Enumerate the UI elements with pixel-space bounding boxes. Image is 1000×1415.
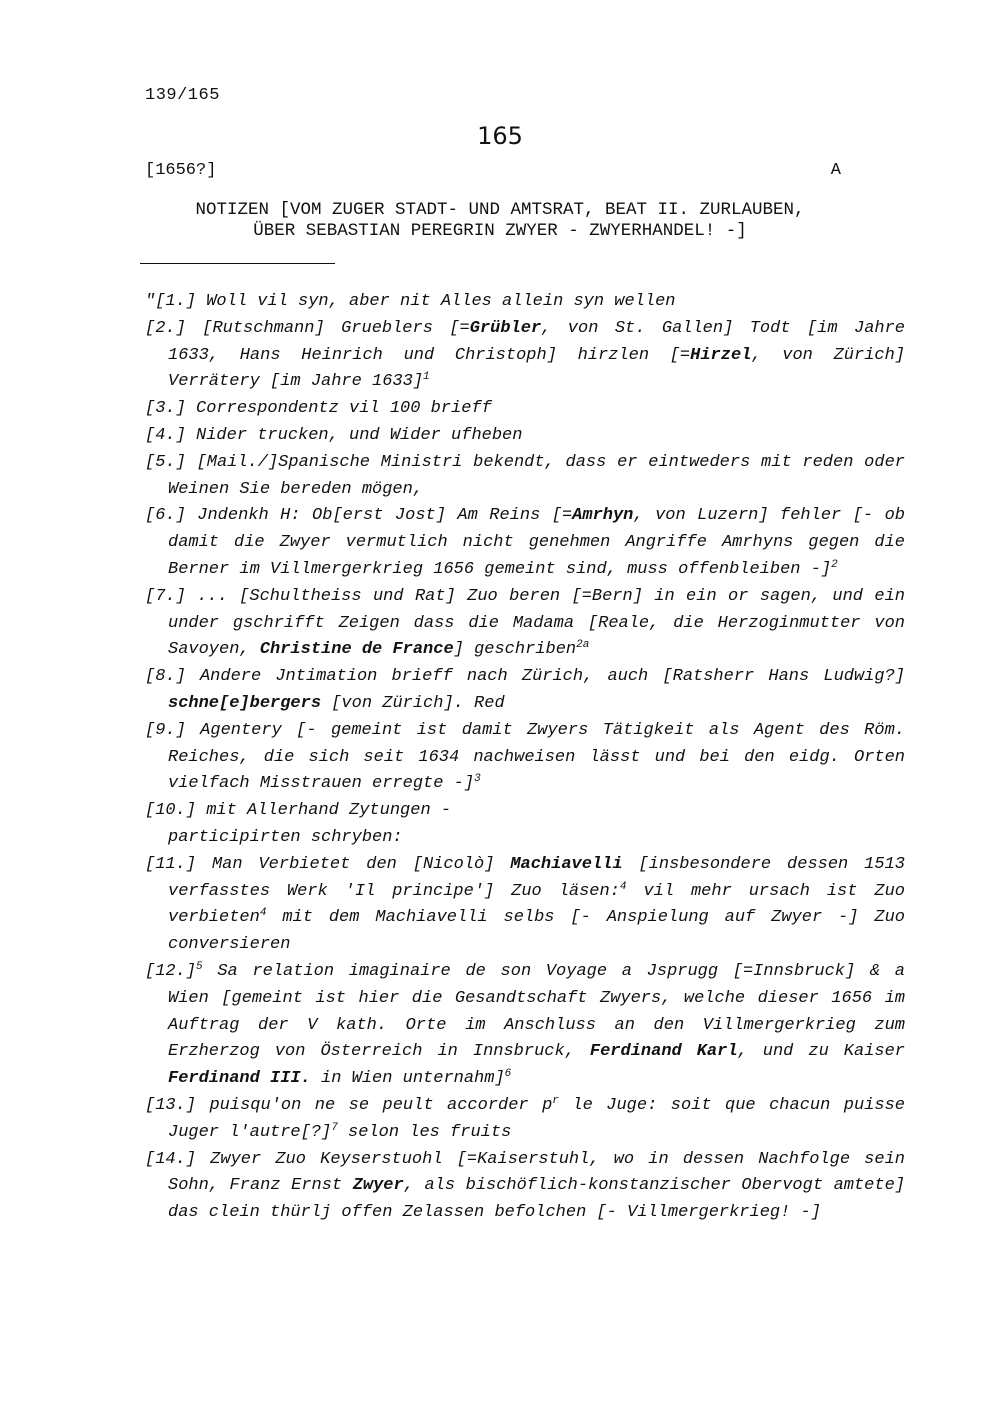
note-entry — [145, 316, 905, 396]
note-text: , von St. Gallen] Todt [im Jahre 1633, Hans Heinrich und Christoph] hirzlen [= — [168, 318, 906, 365]
note-text: mit dem Machiavelli selbs [- Anspielung auf Zwyer -] Zuo conversieren — [168, 908, 905, 955]
notes-list — [145, 289, 905, 1227]
note-text: [insbesondere dessen 1513 verfasstes Werk 'Il principe'] Zuo läsen: — [168, 854, 905, 901]
title-divider — [140, 263, 335, 264]
emphasized-name: Machiavelli — [510, 854, 623, 874]
document-title — [145, 200, 855, 242]
note-text: [12.] — [145, 961, 197, 981]
note-text: selon les fruits — [337, 1122, 512, 1142]
document-date: [1656?] — [145, 161, 217, 180]
emphasized-name: Grübler — [469, 318, 542, 338]
title-line-2: ÜBER SEBASTIAN PEREGRIN ZWYER - ZWYERHANDEL! -] — [253, 221, 747, 241]
footnote-marker: 2a — [576, 639, 590, 652]
note-text: , von Luzern] fehler [- ob damit die Zwyer vermutlich nicht genehmen Angriffe Amrhyns gegen die Berner im Villmergerkrieg 1656 gemeint sind, muss offenbleiben -] — [168, 506, 905, 579]
note-text: [10.] mit Allerhand Zytungen - — [145, 801, 452, 821]
note-text: [von Zürich]. Red — [321, 693, 505, 713]
note-entry — [145, 718, 905, 798]
note-entry — [145, 664, 905, 718]
note-text: [2.] [Rutschmann] Gruebler — [145, 318, 423, 338]
footnote-marker: 1 — [423, 371, 430, 384]
note-text: s [= — [422, 318, 470, 338]
note-text: , und zu Kaiser — [737, 1042, 905, 1062]
footnote-marker: 5 — [196, 960, 203, 973]
note-entry — [145, 959, 905, 1093]
note-text: le Juge: soit que chacun puisse Juger l'autre[?] — [168, 1095, 905, 1142]
footnote-marker: 6 — [504, 1068, 512, 1081]
note-text: [14.] Zwyer Zuo Keyserstuohl [=Kaiserstuhl, wo in dessen Nachfolge sein Sohn, Franz Ernst — [145, 1149, 905, 1196]
note-text: [6.] Jndenkh H: Ob[erst Jost] Am Reins [= — [145, 506, 573, 526]
emphasized-name: Christine de France — [259, 640, 454, 660]
emphasized-name: Amrhyn — [572, 506, 634, 526]
note-text: [7.] ... [Schultheiss und Rat] Zuo beren [=Bern] in ein or sagen, und ein under gschrifft Zeigen dass die Madama [Reale, die Herzoginmutter von Savoyen, — [145, 586, 905, 660]
note-text: [3.] Correspondentz vil 100 brieff — [145, 399, 492, 419]
footnote-marker: 2 — [831, 558, 838, 571]
note-entry — [145, 503, 905, 583]
note-text: [5.] [Mail./]Spanische Ministri bekendt, dass er eintweders mit reden oder Weinen Sie bereden mögen, — [145, 452, 905, 499]
emphasized-name: Ferdinand Karl — [589, 1042, 738, 1062]
note-entry — [145, 584, 905, 664]
footnote-marker: 7 — [331, 1121, 338, 1134]
note-text: participirten schryben: — [168, 827, 403, 847]
note-text: "[1.] Woll vil syn, aber nit Alles allein syn wellen — [145, 292, 676, 311]
note-text: Sa relation imaginaire de son Voyage a Jsprugg [=Innsbruck] & a Wien [gemeint ist hier die Gesandtschaft Zwyers, welche dieser 1656 im Auftrag der V kath. Orte im Anschluss an den Villmergerkrieg zum Erzherzog von Österreich in Innsbruck, — [168, 961, 905, 1062]
note-entry — [145, 396, 905, 423]
note-text: [11.] Man Verbietet den [Nicolò] — [145, 854, 511, 874]
note-entry — [145, 1093, 905, 1147]
emphasized-name: Hirzel — [690, 345, 752, 365]
emphasized-name: Zwyer — [352, 1176, 404, 1196]
footnote-marker: 3 — [474, 773, 481, 786]
note-entry — [145, 450, 905, 504]
note-text: [8.] Andere Jntimation brieff nach Zürich, auch [Ratsherr Hans Ludwig?] — [145, 667, 905, 687]
note-entry — [145, 289, 905, 316]
footnote-marker: r — [552, 1094, 559, 1107]
note-text: ] geschriben — [453, 640, 577, 660]
note-entry — [145, 852, 905, 959]
note-text: , als bischöflich-konstanzischer Obervogt amtete] das clein thürlj offen Zelassen befolchen [- Villmergerkrieg! -] — [168, 1176, 905, 1223]
note-text: [9.] Agentery [- gemeint ist damit Zwyers Tätigkeit als Agent des Röm. Reiches, die sich seit 1634 nachweisen lässt und bei den eidg. Orten vielfach Misstrauen erregte -] — [145, 720, 905, 794]
note-entry — [145, 1147, 905, 1227]
note-text: [4.] Nider trucken, und Wider ufheben — [145, 425, 523, 445]
document-letter: A — [830, 161, 841, 180]
date-row — [145, 161, 845, 180]
document-number: 165 — [477, 122, 523, 150]
emphasized-name: Ferdinand III. — [168, 1069, 311, 1089]
note-text: in Wien unternahm] — [310, 1069, 505, 1089]
note-entry — [145, 798, 905, 852]
note-text: [13.] puisqu'on ne se peult accorder p — [145, 1095, 553, 1115]
page-number: 139/165 — [145, 86, 220, 105]
emphasized-name: schne[e]bergers — [168, 693, 322, 713]
footnote-marker: 4 — [619, 880, 627, 893]
title-line-1: NOTIZEN [VOM ZUGER STADT- UND AMTSRAT, BEAT II. ZURLAUBEN, — [195, 200, 805, 220]
note-text: vil mehr ursach ist Zuo verbieten — [168, 881, 905, 928]
footnote-marker: 4 — [259, 907, 267, 920]
note-entry — [145, 423, 905, 450]
note-text: , von Zürich] Verrätery [im Jahre 1633] — [168, 345, 906, 392]
